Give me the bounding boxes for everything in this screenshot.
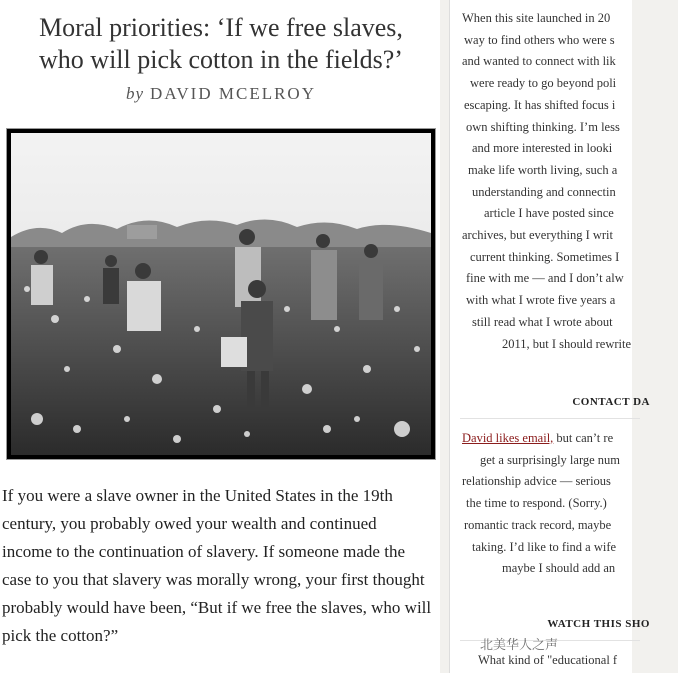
intro-line: 2011, but I should rewrite bbox=[502, 336, 632, 351]
contact-line: the time to respond. (Sorry.) bbox=[466, 496, 607, 511]
watermark: 北美华人之声 bbox=[480, 638, 559, 653]
body-line: case to you that slavery was morally wrong, your first thought bbox=[2, 570, 425, 589]
email-link[interactable]: David likes email, bbox=[462, 431, 554, 445]
body-line: income to the continuation of slavery. If someone made the bbox=[2, 542, 405, 561]
intro-line: and more interested in looki bbox=[472, 141, 613, 156]
intro-line: way to find others who were s bbox=[464, 32, 615, 47]
body-line: century, you probably owed your wealth and continued bbox=[2, 514, 377, 533]
intro-line: current thinking. Sometimes I bbox=[470, 249, 620, 264]
intro-line: were ready to go beyond poli bbox=[470, 76, 617, 91]
intro-line: fine with me — and I don’t alw bbox=[466, 271, 624, 286]
sidebar-intro bbox=[462, 8, 662, 355]
body-line: If you were a slave owner in the United States in the 19th bbox=[2, 486, 393, 505]
contact-text: but can’t re bbox=[553, 431, 614, 445]
intro-line: archives, but everything I writ bbox=[462, 228, 613, 243]
intro-line: article I have posted since bbox=[484, 206, 614, 221]
intro-line: own shifting thinking. I’m less bbox=[466, 119, 620, 134]
divider bbox=[460, 418, 640, 419]
contact-line: maybe I should add an bbox=[502, 561, 616, 576]
article-photo bbox=[6, 128, 436, 460]
cotton-field-photo bbox=[7, 129, 435, 459]
sidebar-contact bbox=[462, 428, 662, 580]
contact-line: relationship advice — serious bbox=[462, 474, 611, 489]
body-line: probably would have been, “But if we free the slaves, who will bbox=[2, 598, 432, 617]
intro-line: understanding and connectin bbox=[472, 184, 616, 199]
intro-line: escaping. It has shifted focus i bbox=[464, 97, 616, 112]
contact-line: romantic track record, maybe bbox=[464, 517, 612, 532]
article-title-line: Moral priorities: ‘If we free slaves, bbox=[39, 13, 403, 42]
watch-text: What kind of "educational f bbox=[478, 653, 618, 667]
watch-heading: WATCH THIS SHO bbox=[547, 618, 650, 630]
intro-line: make life worth living, such a bbox=[468, 162, 618, 177]
sidebar bbox=[449, 0, 650, 673]
article-title-line: who will pick cotton in the fields?’ bbox=[39, 45, 403, 74]
contact-line bbox=[462, 428, 662, 450]
contact-heading: CONTACT DA bbox=[572, 396, 650, 408]
byline bbox=[4, 84, 438, 104]
byline-author[interactable]: DAVID MCELROY bbox=[150, 84, 316, 103]
intro-line: and wanted to connect with lik bbox=[462, 54, 616, 69]
article-title bbox=[4, 12, 438, 76]
contact-line: get a surprisingly large num bbox=[480, 452, 621, 467]
intro-line: When this site launched in 20 bbox=[462, 11, 611, 25]
byline-by: by bbox=[126, 84, 145, 103]
intro-line: still read what I wrote about bbox=[472, 314, 613, 329]
body-line: pick the cotton?” bbox=[2, 626, 119, 645]
contact-line: taking. I’d like to find a wife bbox=[472, 539, 617, 554]
intro-line: with what I wrote five years a bbox=[466, 293, 616, 308]
article-body bbox=[2, 482, 438, 650]
